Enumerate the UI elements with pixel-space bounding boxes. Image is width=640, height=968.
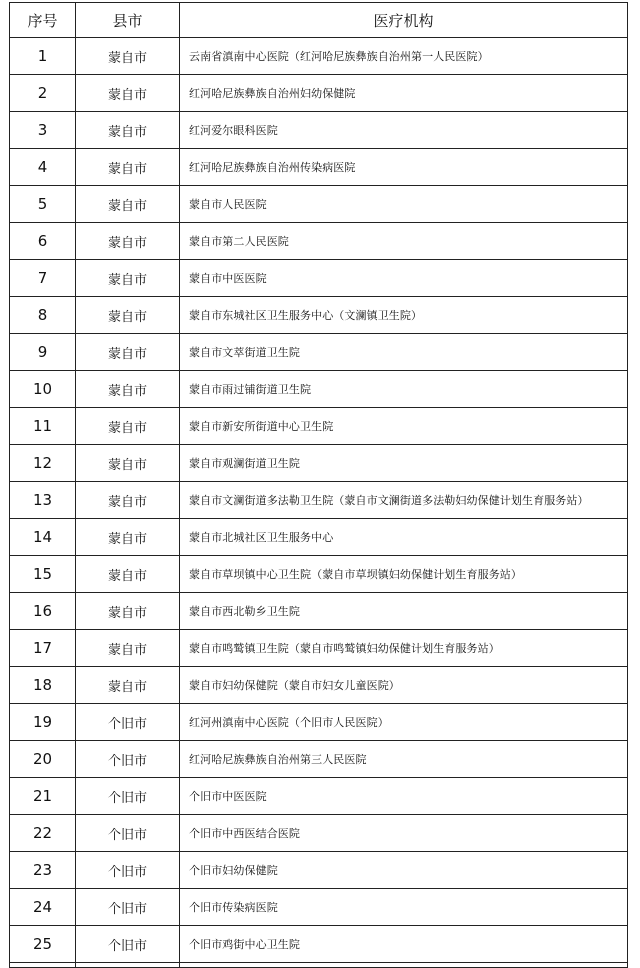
table-row [10,445,628,482]
row-county: 个旧市 [76,926,180,963]
row-county: 蒙自市 [76,556,180,593]
row-institution: 蒙自市新安所街道中心卫生院 [180,408,628,445]
table-row [10,926,628,963]
table-body [10,38,628,968]
partial-cell [10,963,76,968]
row-number: 10 [10,371,76,408]
table-row [10,519,628,556]
row-institution: 蒙自市草坝镇中心卫生院（蒙自市草坝镇妇幼保健计划生育服务站） [180,556,628,593]
row-county: 蒙自市 [76,334,180,371]
row-institution: 红河州滇南中心医院（个旧市人民医院） [180,704,628,741]
row-county: 蒙自市 [76,260,180,297]
table-row [10,297,628,334]
row-number: 23 [10,852,76,889]
row-county: 个旧市 [76,889,180,926]
row-county: 蒙自市 [76,75,180,112]
header-row [10,3,628,38]
table-row [10,778,628,815]
row-number: 24 [10,889,76,926]
row-county: 个旧市 [76,778,180,815]
table-row [10,630,628,667]
row-institution: 蒙自市东城社区卫生服务中心（文澜镇卫生院） [180,297,628,334]
row-number: 11 [10,408,76,445]
row-institution: 云南省滇南中心医院（红河哈尼族彝族自治州第一人民医院） [180,38,628,75]
row-institution: 红河哈尼族彝族自治州传染病医院 [180,149,628,186]
row-number: 8 [10,297,76,334]
row-county: 蒙自市 [76,371,180,408]
row-institution: 个旧市中西医结合医院 [180,815,628,852]
row-number: 5 [10,186,76,223]
row-number: 14 [10,519,76,556]
table-row [10,260,628,297]
row-number: 17 [10,630,76,667]
row-county: 蒙自市 [76,593,180,630]
row-institution: 红河哈尼族彝族自治州第三人民医院 [180,741,628,778]
row-institution: 个旧市鸡街中心卫生院 [180,926,628,963]
row-number: 25 [10,926,76,963]
table-row [10,38,628,75]
row-number: 12 [10,445,76,482]
row-number: 22 [10,815,76,852]
table-row [10,556,628,593]
row-county: 个旧市 [76,852,180,889]
row-county: 蒙自市 [76,38,180,75]
table-row [10,704,628,741]
row-number: 7 [10,260,76,297]
row-number: 1 [10,38,76,75]
row-number: 4 [10,149,76,186]
row-institution: 红河哈尼族彝族自治州妇幼保健院 [180,75,628,112]
partial-cell [180,963,628,968]
table-row [10,112,628,149]
row-institution: 蒙自市中医医院 [180,260,628,297]
row-number: 16 [10,593,76,630]
header-county: 县市 [76,3,180,38]
table-row [10,334,628,371]
row-number: 19 [10,704,76,741]
row-number: 20 [10,741,76,778]
partial-cell [76,963,180,968]
row-number: 15 [10,556,76,593]
row-county: 蒙自市 [76,482,180,519]
row-institution: 蒙自市人民医院 [180,186,628,223]
table-row [10,408,628,445]
row-county: 蒙自市 [76,667,180,704]
header-institution: 医疗机构 [180,3,628,38]
row-institution: 个旧市传染病医院 [180,889,628,926]
row-county: 蒙自市 [76,445,180,482]
row-number: 21 [10,778,76,815]
row-county: 蒙自市 [76,149,180,186]
row-county: 蒙自市 [76,223,180,260]
row-county: 蒙自市 [76,112,180,149]
row-institution: 个旧市妇幼保健院 [180,852,628,889]
table-row [10,75,628,112]
row-institution: 蒙自市妇幼保健院（蒙自市妇女儿童医院） [180,667,628,704]
row-institution: 蒙自市文萃街道卫生院 [180,334,628,371]
row-institution: 蒙自市第二人民医院 [180,223,628,260]
row-institution: 蒙自市文澜街道多法勒卫生院（蒙自市文澜街道多法勒妇幼保健计划生育服务站） [180,482,628,519]
table-row [10,186,628,223]
row-county: 个旧市 [76,815,180,852]
row-institution: 蒙自市北城社区卫生服务中心 [180,519,628,556]
row-number: 2 [10,75,76,112]
table-row [10,889,628,926]
table-row [10,815,628,852]
row-county: 蒙自市 [76,519,180,556]
row-county: 蒙自市 [76,297,180,334]
row-county: 蒙自市 [76,630,180,667]
table-row [10,371,628,408]
row-county: 个旧市 [76,741,180,778]
row-institution: 蒙自市观澜街道卫生院 [180,445,628,482]
row-number: 18 [10,667,76,704]
row-institution: 蒙自市鸣鹫镇卫生院（蒙自市鸣鹫镇妇幼保健计划生育服务站） [180,630,628,667]
row-county: 个旧市 [76,704,180,741]
table-row [10,852,628,889]
institution-table [9,2,628,968]
table-row [10,741,628,778]
header-no: 序号 [10,3,76,38]
table-row [10,149,628,186]
row-institution: 个旧市中医医院 [180,778,628,815]
row-institution: 蒙自市西北勒乡卫生院 [180,593,628,630]
table-row-partial [10,963,628,968]
row-county: 蒙自市 [76,408,180,445]
table-row [10,593,628,630]
row-number: 9 [10,334,76,371]
table-row [10,667,628,704]
row-county: 蒙自市 [76,186,180,223]
row-institution: 红河爱尔眼科医院 [180,112,628,149]
table-row [10,223,628,260]
row-number: 13 [10,482,76,519]
row-number: 6 [10,223,76,260]
table-row [10,482,628,519]
row-institution: 蒙自市雨过铺街道卫生院 [180,371,628,408]
row-number: 3 [10,112,76,149]
